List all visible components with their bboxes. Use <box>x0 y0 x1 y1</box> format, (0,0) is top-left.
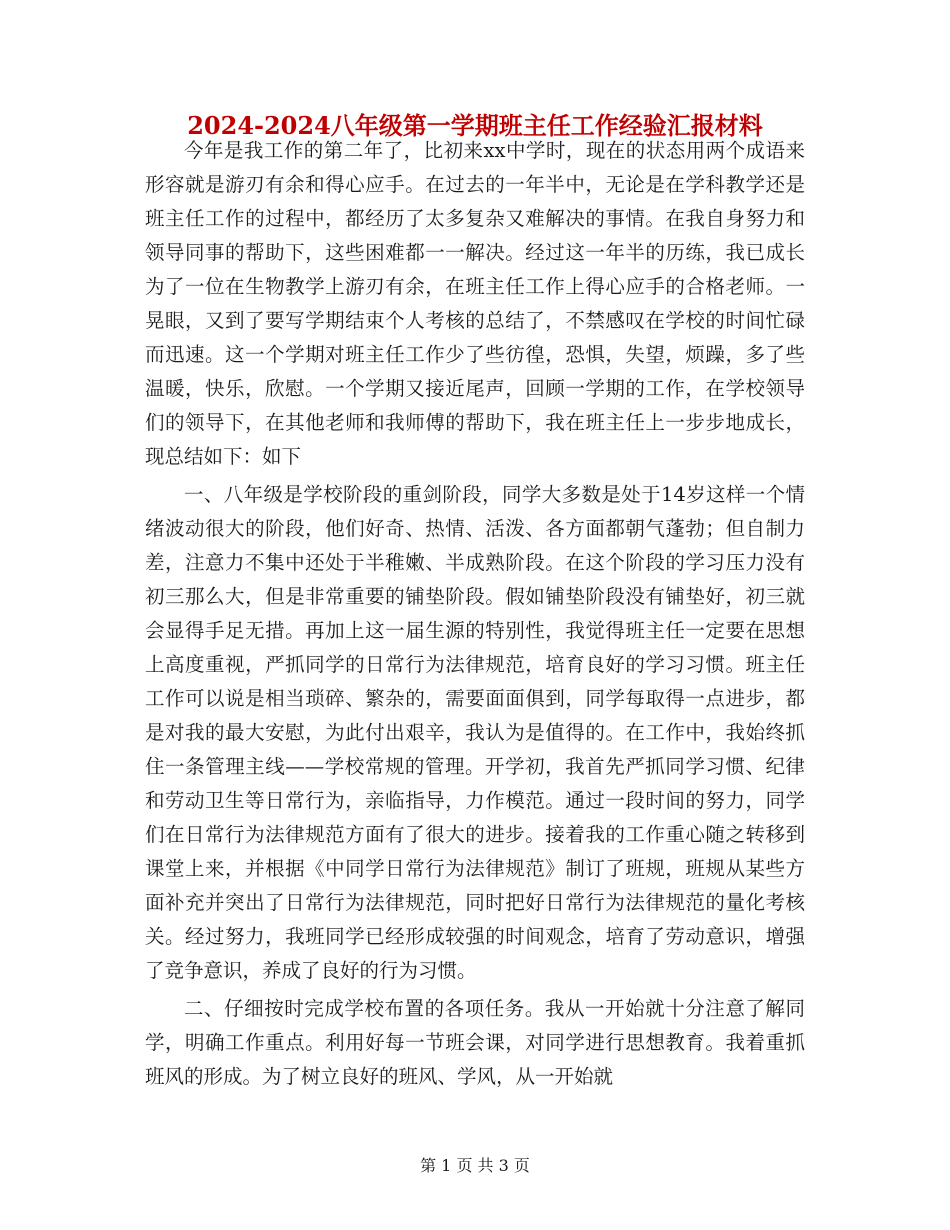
document-title: 2024-2024八年级第一学期班主任工作经验汇报材料 <box>187 111 763 140</box>
paragraph-section-two: 二、仔细按时完成学校布置的各项任务。我从一开始就十分注意了解同学，明确工作重点。利用好每一节班会课，对同学进行思想教育。我着重抓班风的形成。为了树立良好的班风、学风，从一开始就 <box>145 997 805 1088</box>
document-body <box>145 134 805 1094</box>
paragraph-section-one: 一、八年级是学校阶段的重剑阶段，同学大多数是处于14岁这样一个情绪波动很大的阶段，他们好奇、热情、活泼、各方面都朝气蓬勃；但自制力差，注意力不集中还处于半稚嫩、半成熟阶段。在这个阶段的学习压力没有初三那么大，但是非常重要的铺垫阶段。假如铺垫阶段没有铺垫好，初三就会显得手足无措。再加上这一届生源的特别性，我觉得班主任一定要在思想上高度重视，严抓同学的日常行为法律规范，培育良好的学习习惯。班主任工作可以说是相当琐碎、繁杂的，需要面面俱到，同学每取得一点进步，都是对我的最大安慰，为此付出艰辛，我认为是值得的。在工作中，我始终抓住一条管理主线——学校常规的管理。开学初，我首先严抓同学习惯、纪律和劳动卫生等日常行为，亲临指导，力作模范。通过一段时间的努力，同学们在日常行为法律规范方面有了很大的进步。接着我的工作重心随之转移到课堂上来，并根据《中同学日常行为法律规范》制订了班规，班规从某些方面补充并突出了日常行为法律规范，同时把好日常行为法律规范的量化考核关。经过努力，我班同学已经形成较强的时间观念，培育了劳动意识，增强了竞争意识，养成了良好的行为习惯。 <box>145 483 805 982</box>
page-number-footer: 第 1 页 共 3 页 <box>420 1156 530 1175</box>
paragraph-intro: 今年是我工作的第二年了，比初来xx中学时，现在的状态用两个成语来形容就是游刃有余和得心应手。在过去的一年半中，无论是在学科教学还是班主任工作的过程中，都经历了太多复杂又难解决的事情。在我自身努力和领导同事的帮助下，这些困难都一一解决。经过这一年半的历练，我已成长为了一位在生物教学上游刃有余，在班主任工作上得心应手的合格老师。一晃眼，又到了要写学期结束个人考核的总结了，不禁感叹在学校的时间忙碌而迅速。这一个学期对班主任工作少了些彷徨，恐惧，失望，烦躁，多了些温暖，快乐，欣慰。一个学期又接近尾声，回顾一学期的工作，在学校领导们的领导下，在其他老师和我师傅的帮助下，我在班主任上一步步地成长，现总结如下：如下 <box>145 139 805 468</box>
